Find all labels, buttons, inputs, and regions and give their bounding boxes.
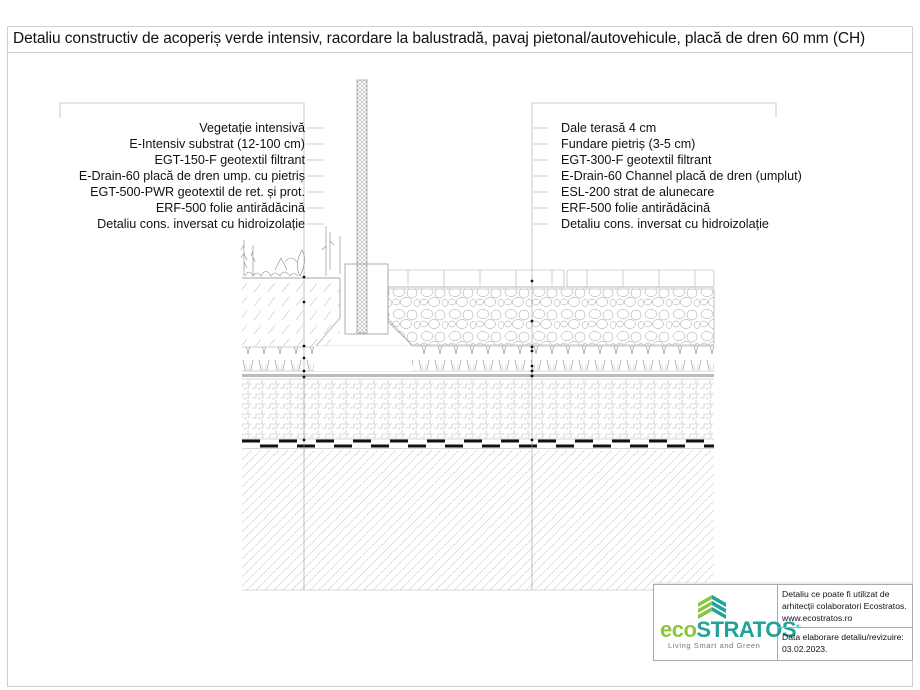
company-logo [654, 585, 800, 660]
label-gravel-base: Fundare pietriș (3-5 cm) [561, 137, 696, 151]
label-drain-board: E-Drain-60 placă de dren ump. cu pietriș [78, 169, 305, 183]
website-link: www.ecostratos.ro [782, 613, 853, 623]
label-root-barrier: ERF-500 folie antirădăcină [155, 201, 305, 215]
date-label: Data elaborare detaliu/revizuire: [782, 632, 904, 642]
revision-date [778, 628, 912, 660]
logo-stratos: STRATOS [696, 617, 797, 642]
membrane-layers [242, 371, 714, 379]
registered-mark: ® [796, 624, 800, 631]
date-value: 03.02.2023. [782, 644, 828, 654]
usage-line-2: arhitecții colaboratori Ecostratos. [782, 601, 907, 611]
label-geotextile-filter: EGT-150-F geotextil filtrant [154, 153, 305, 167]
roof-layers-icon [694, 593, 734, 619]
page-title: Detaliu constructiv de acoperiș verde intensiv, racordare la balustradă, pavaj pietonal/autovehicule, placă de dren 60 mm (CH) [13, 30, 866, 47]
label-substrate: E-Intensiv substrat (12-100 cm) [129, 137, 305, 151]
label-inverted-roof: Detaliu cons. inversat cu hidroizolație [97, 217, 305, 231]
pavement-section [388, 270, 714, 370]
logo-tagline: Living Smart and Green [668, 641, 761, 650]
waterproofing-layer [242, 439, 714, 449]
logo-eco: eco [660, 617, 697, 642]
label-geotextile-filter-right: EGT-300-F geotextil filtrant [561, 153, 712, 167]
label-terrace-tiles: Dale terasă 4 cm [561, 121, 657, 135]
label-root-barrier-right: ERF-500 folie antirădăcină [561, 201, 711, 215]
insulation-layer [242, 380, 714, 438]
label-geotextile-protection: EGT-500-PWR geotextil de ret. și prot. [90, 185, 305, 199]
label-inverted-roof-right: Detaliu cons. inversat cu hidroizolație [561, 217, 769, 231]
label-sliding-layer: ESL-200 strat de alunecare [561, 185, 715, 199]
label-drain-channel: E-Drain-60 Channel placă de dren (umplut) [561, 169, 802, 183]
usage-line-1: Detaliu ce poate fi utilizat de [782, 589, 890, 599]
label-vegetation: Vegetație intensivă [199, 121, 305, 135]
structural-slab [242, 450, 714, 590]
title-block [653, 584, 913, 661]
usage-note [778, 585, 912, 628]
